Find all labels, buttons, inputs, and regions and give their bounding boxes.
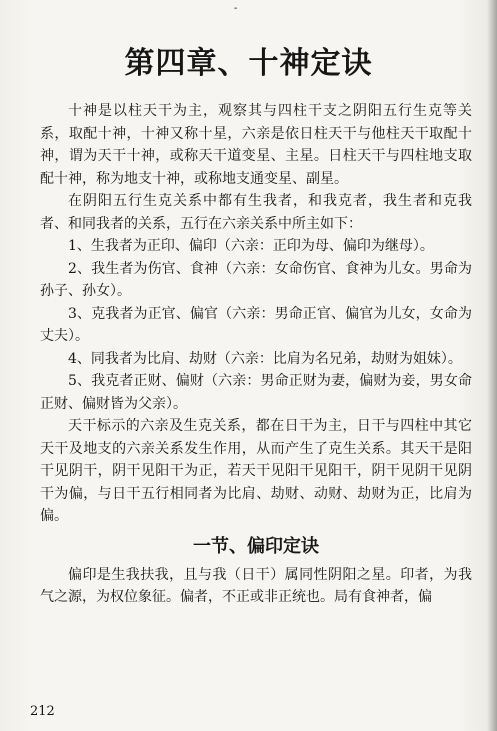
chapter-title: 第四章、十神定诀 (124, 46, 373, 81)
list-item: 4、同我者为比肩、劫财（六亲：比肩为名兄弟，劫财为姐妹）。 (68, 350, 462, 367)
top-mark: - (234, 3, 238, 14)
section-title: 一节、偏印定诀 (193, 535, 319, 557)
paragraph: 在阴阳五行生克关系中都有生我者，和我克者，我生者和克我者、和同我者的关系，五行在六亲关系中所主如下： (40, 193, 472, 232)
list-item: 3、克我者为正官、偏官（六亲：男命正官、偏官为儿女，女命为丈夫）。 (40, 305, 472, 344)
list-item: 5、我克者正财、偏财（六亲：男命正财为妻，偏财为妾，男女命正财、偏财皆为父亲）。 (40, 373, 472, 412)
paragraph: 天干标示的六亲及生克关系，都在日干为主，日干与四柱中其它天干及地支的六亲关系发生作用，从而产生了克生关系。其天干是阳干见阴干，阴干见阳干为正，若天干见阳干见阳干，阴干见阴干见阴干为偏，与日干五行相同者为比肩、劫财、动财、劫财为正，比肩为偏。 (40, 418, 472, 524)
section-paragraph: 偏印是生我扶我，且与我（日干）属同性阴阳之星。印者，为我气之源，为权位象征。偏者，不正或非正统也。局有食神者，偏 (40, 566, 472, 605)
page-edge-shadow (487, 0, 497, 731)
body-text (40, 100, 472, 609)
list-item: 1、生我者为正印、偏印（六亲：正印为母、偏印为继母）。 (68, 238, 434, 254)
paragraph: 十神是以柱天干为主，观察其与四柱干支之阴阳五行生克等关系，取配十神，十神又称十星，六亲是依日柱天干与他柱天干取配十神，谓为天干十神，或称天干道变星、主星。日柱天干与四柱地支取配十神，称为地支十神，或称地支通变星、副星。 (40, 103, 472, 187)
list-item: 2、我生者为伤官、食神（六亲：女命伤官、食神为儿女。男命为孙子、孙女）。 (40, 260, 472, 299)
page-number: 212 (30, 704, 55, 719)
